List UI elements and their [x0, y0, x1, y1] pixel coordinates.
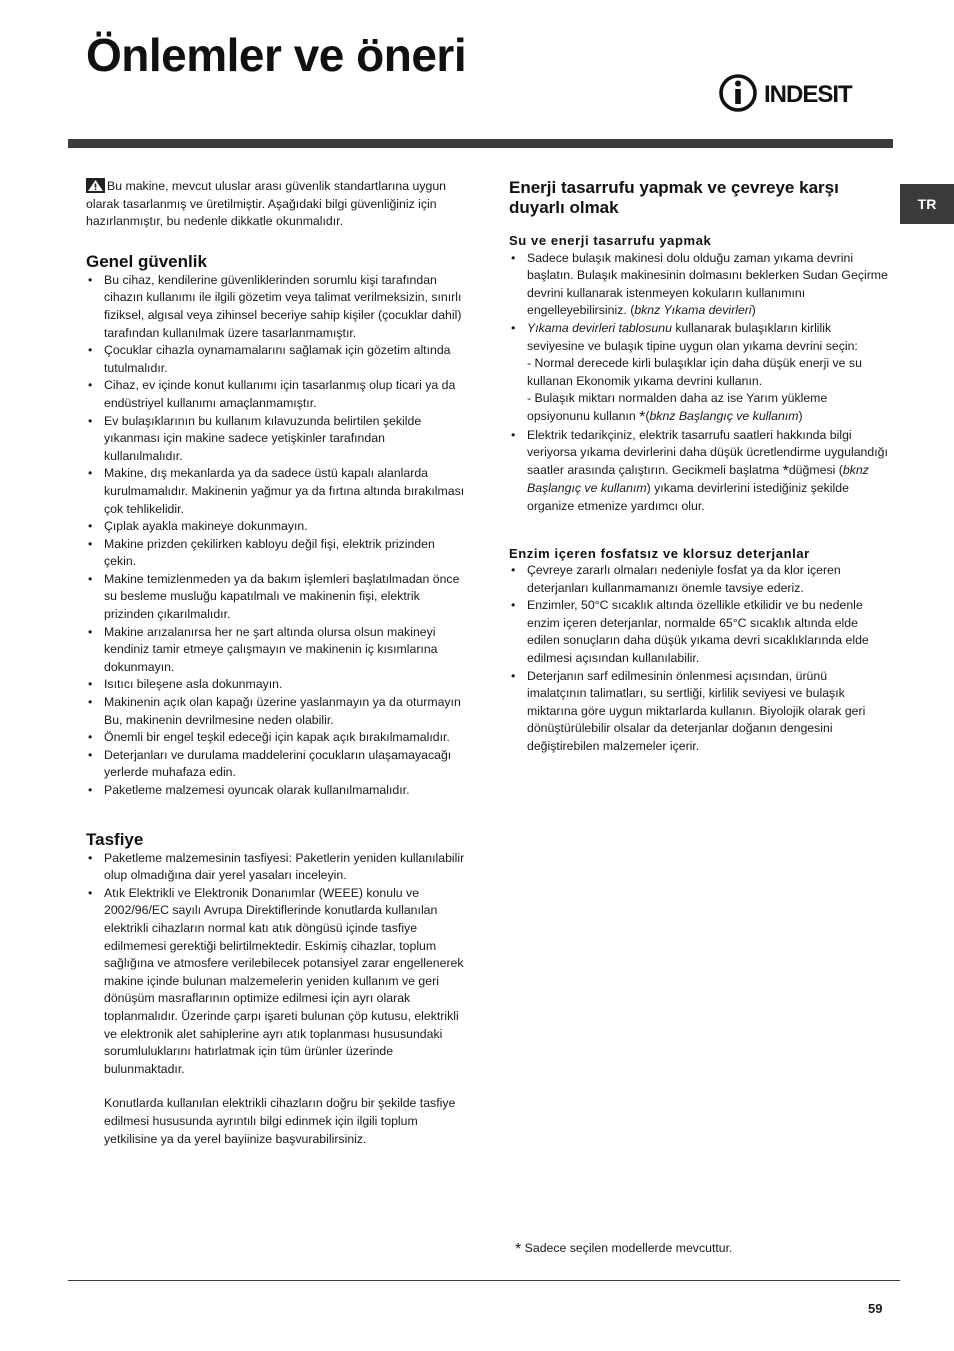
list-item: • Makine prizden çekilirken kabloyu değil fişi, elektrik prizinden çekin.	[86, 536, 466, 571]
asterisk-mark: *	[515, 1241, 522, 1258]
su-enerji-list	[509, 250, 889, 516]
cross-reference: Yıkama devirleri tablosunu	[527, 320, 672, 335]
right-column	[509, 178, 889, 756]
list-item: • Çocuklar cihazla oynamamalarını sağlamak için gözetim altında tutulmalıdır.	[86, 342, 466, 377]
list-item: • Sadece bulaşık makinesi dolu olduğu zaman yıkama devrini başlatın. Bulaşık makinesinin dolmasını beklerken Sudan Geçirme devrini kullanarak istenmeyen kokuların kullanımını engelleyebilirsiniz. (bknz Yıkama devirleri)	[509, 250, 889, 320]
logo-stem-icon	[735, 89, 741, 104]
intro-text: Bu makine, mevcut uluslar arası güvenlik standartlarına uygun olarak tasarlanmış ve üretilmiştir. Aşağıdaki bilgi güvenliğiniz için hazırlanmıştır, bu nedenle dikkatle okunmalıdır.	[86, 179, 447, 229]
list-item	[86, 885, 466, 1148]
page-number: 59	[868, 1301, 883, 1316]
tasfiye-list	[86, 850, 466, 1149]
list-item: • Makine, dış mekanlarda ya da sadece üstü kapalı alanlarda kurulmamalıdır. Makinenin yağmur ya da fırtına altında bırakılması çok tehlikelidir.	[86, 465, 466, 518]
list-item: • Ev bulaşıklarının bu kullanım kılavuzunda belirtilen şekilde yıkanması için makine sadece yetişkinler tarafından kullanılmalıdır.	[86, 413, 466, 466]
indesit-logo	[718, 70, 868, 116]
list-item: • Önemli bir engel teşkil edeceği için kapak açık bırakılmamalıdır.	[86, 729, 466, 747]
su-enerji-heading: Su ve enerji tasarrufu yapmak	[509, 233, 712, 248]
list-item: • Yıkama devirleri tablosunu kullanarak bulaşıkların kirlilik seviyesine ve bulaşık tipine uygun olan yıkama devrini seçin: - Normal derecede kirli bulaşıklar için daha düşük enerji ve su kullanan Ekonomik yıkama devrini kullanın. - Bulaşık miktarı normalden daha az ise Yarım yükleme opsiyonunu kullanın *(bknz Başlangıç ve kullanım)	[509, 320, 889, 427]
list-item: • Enzimler, 50°C sıcaklık altında özellikle etkilidir ve bu nedenle enzim içeren deterjanlar, normalde 65°C sıcaklık altında elde edilen sonuçların daha düşük yıkama devri sıcaklıklarında elde edilmesi açısından kullanılabilir.	[509, 597, 889, 667]
cross-reference: bknz Başlangıç ve kullanım	[649, 408, 799, 423]
list-item: • Makine arızalanırsa her ne şart altında olursa olsun makineyi kendiniz tamir etmeye çalışmayın ve makinenin iç kısımlarına dokunmayın.	[86, 624, 466, 677]
language-tab: TR	[900, 184, 954, 224]
asterisk-mark: *	[639, 408, 646, 426]
top-divider	[68, 139, 893, 148]
list-item: • Isıtıcı bileşene asla dokunmayın.	[86, 676, 466, 694]
cross-reference: bknz Yıkama devirleri	[634, 303, 752, 318]
intro-paragraph	[86, 178, 466, 231]
footnote	[515, 1241, 732, 1259]
enerji-heading: Enerji tasarrufu yapmak ve çevreye karşı duyarlı olmak	[509, 178, 839, 217]
logo-dot-icon	[735, 81, 741, 87]
list-item: • Deterjanın sarf edilmesinin önlenmesi açısından, ürünü imalatçının talimatları, su sertliği, kirlilik seviyesi ve bulaşık miktarına göre uygun miktarlarda kullanın. Biyolojik olarak geri dönüştürülebilir olsalar da deterjanlar doğanın dengesini değiştirebilen malzemeler içerir.	[509, 668, 889, 756]
warning-icon	[86, 178, 105, 193]
tasfiye-heading: Tasfiye	[86, 829, 144, 849]
cross-reference: bknz Başlangıç ve kullanım	[527, 462, 869, 496]
enzim-heading: Enzim içeren fosfatsız ve klorsuz deterjanlar	[509, 545, 810, 561]
page-title: Önlemler ve öneri	[86, 29, 467, 81]
logo-wordmark: INDESIT	[764, 81, 852, 108]
list-item: • Bu cihaz, kendilerine güvenliklerinden sorumlu kişi tarafından cihazın kullanımı ile ilgili gözetim veya talimat verilmeksizin, sınırlı fiziksel, algısal veya zihinsel beceriye sahip kişiler (çocuklar dahil) tarafından kullanılmak üzere tasarlanmamıştır.	[86, 272, 466, 342]
bottom-divider	[68, 1280, 900, 1281]
asterisk-mark: *	[782, 462, 789, 480]
list-item: • Makinenin açık olan kapağı üzerine yaslanmayın ya da oturmayın Bu, makinenin devrilmesine neden olabilir.	[86, 694, 466, 729]
list-item: • Paketleme malzemesi oyuncak olarak kullanılmamalıdır.	[86, 782, 466, 800]
list-item: • Paketleme malzemesinin tasfiyesi: Paketlerin yeniden kullanılabilir olup olmadığına dair yerel yasaları inceleyin.	[86, 850, 466, 885]
enzim-list	[509, 562, 889, 756]
footnote-text: Sadece seçilen modellerde mevcuttur.	[524, 1241, 733, 1255]
list-item: • Deterjanları ve durulama maddelerini çocukların ulaşamayacağı yerlerde muhafaza edin.	[86, 747, 466, 782]
weee-contact-paragraph: Konutlarda kullanılan elektrikli cihazların doğru bir şekilde tasfiye edilmesi hususunda ayrıntılı bilgi edinmek için ilgili toplum yetkilisine ya da yerel bayiinize başvurabilirsiniz.	[104, 1096, 456, 1146]
sub-item: - Normal derecede kirli bulaşıklar için daha düşük enerji ve su kullanan Ekonomik yıkama devrini kullanın.	[527, 356, 862, 388]
genel-guvenlik-list	[86, 272, 466, 800]
list-item: • Çevreye zararlı olmaları nedeniyle fosfat ya da klor içeren deterjanları kullanmamanızı önemle tavsiye ederiz.	[509, 562, 889, 597]
genel-guvenlik-heading: Genel güvenlik	[86, 251, 207, 271]
list-item: • Makine temizlenmeden ya da bakım işlemleri başlatılmadan önce su besleme musluğu kapatılmalı ve makinenin fişi, elektrik prizinden çıkarılmalıdır.	[86, 571, 466, 624]
list-item: • Elektrik tedarikçiniz, elektrik tasarrufu saatleri hakkında bilgi veriyorsa yıkama devirlerini daha düşük ücretlendirme uygulandığı saatler arasında çalıştırın. Gecikmeli başlatma *düğmesi (bknz Başlangıç ve kullanım) yıkama devirlerini istediğiniz şekilde organize etmenize yardımcı olur.	[509, 427, 889, 516]
weee-paragraph: Atık Elektrikli ve Elektronik Donanımlar (WEEE) konulu ve 2002/96/EC sayılı Avrupa Direktiflerinde konutlarda kullanılan elektrikli cihazların normal katı atık döngüsü içinde tasfiye edilmemesi gerektiği belirtilmektedir. Eskimiş cihazlar, toplum sağlığına ve atmosfere verilebilecek potansiyel zarar engellenerek makine içinde bulunan malzemelerin yeniden kullanım ve geri dönüşüm masraflarının optimize edilmesi için ayrı olarak toplanmalıdır. Üzerinde çarpı işareti bulunan çöp kutusu, elektrikli ve elektronik alet sahiplerine ayrı atık toplanması hususundaki sorumluluklarını hatırlatmak için tüm ürünler üzerinde bulunmaktadır.	[104, 885, 464, 1076]
list-item: • Cihaz, ev içinde konut kullanımı için tasarlanmış olup ticari ya da endüstriyel kullanımı amaçlanmamıştır.	[86, 377, 466, 412]
left-column	[86, 178, 466, 1148]
list-item: • Çıplak ayakla makineye dokunmayın.	[86, 518, 466, 536]
sub-item: - Bulaşık miktarı normalden daha az ise Yarım yükleme opsiyonunu kullanın *(bknz Başlangıç ve kullanım)	[527, 391, 828, 426]
